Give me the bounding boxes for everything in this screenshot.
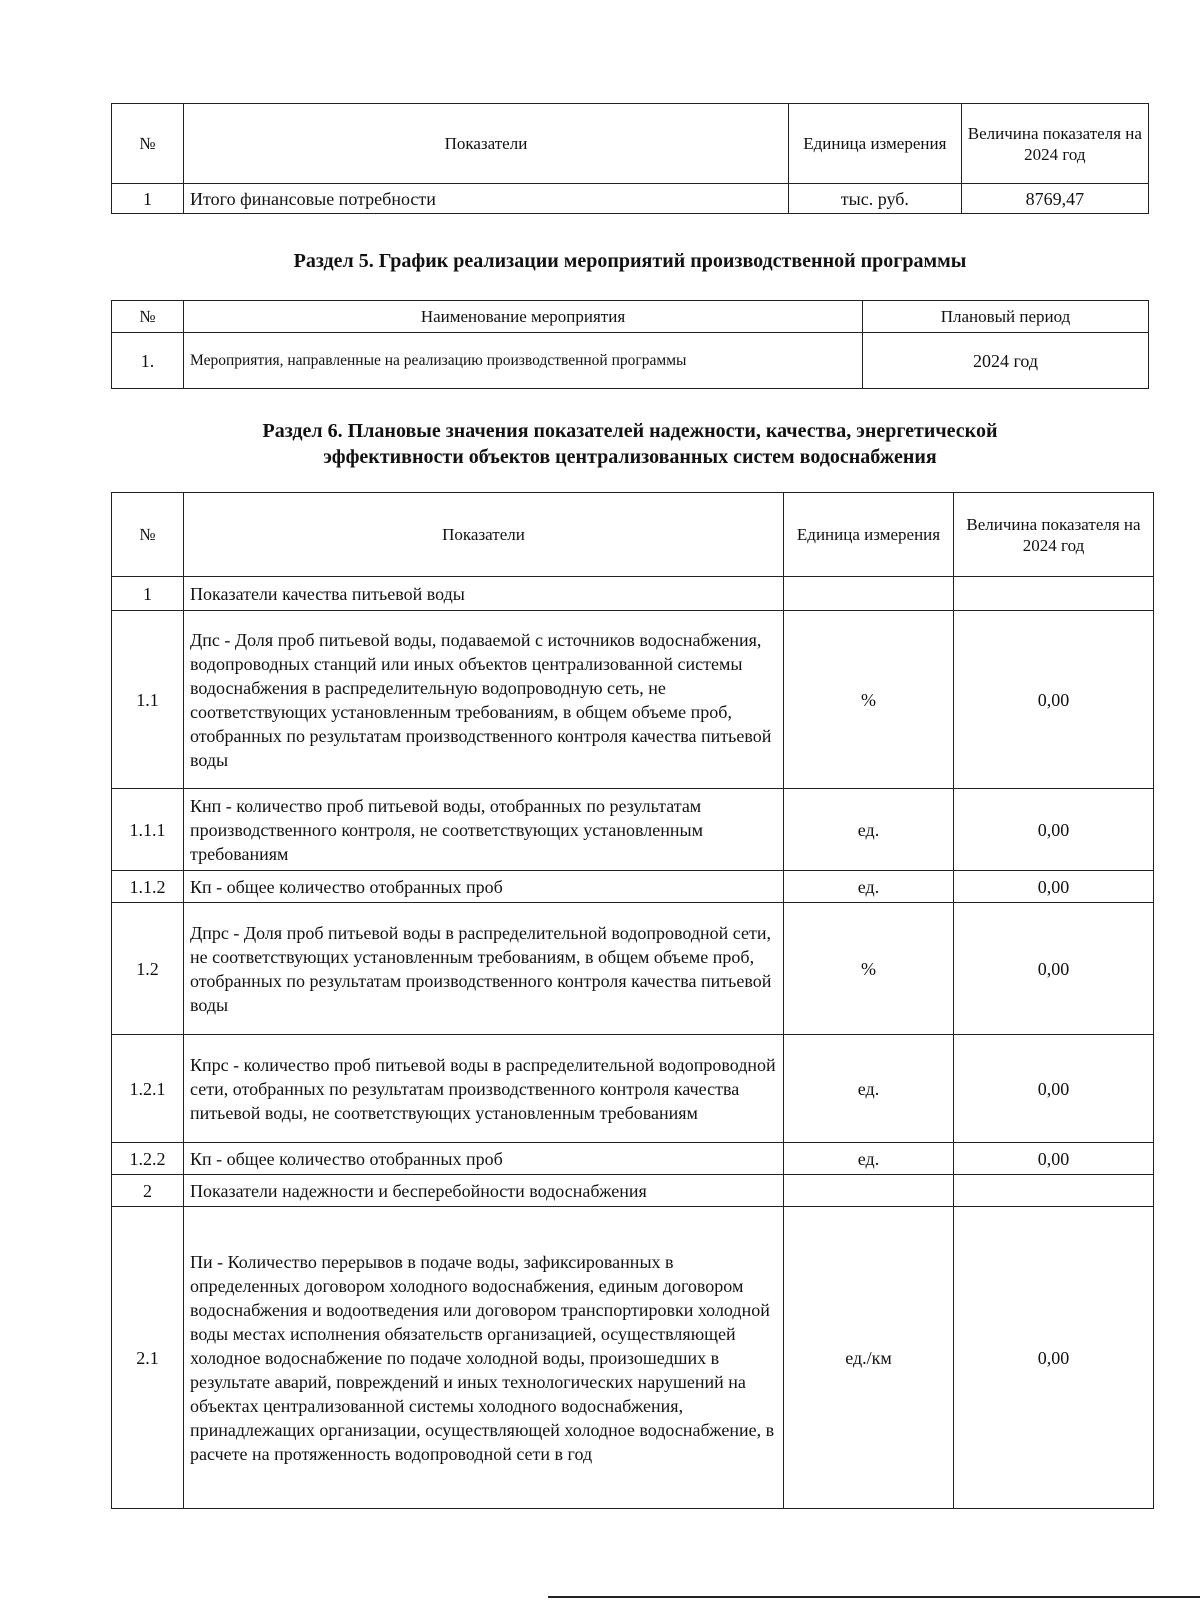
header-num: № — [112, 104, 184, 184]
header-unit: Единица измерения — [784, 493, 954, 577]
financial-needs-table — [111, 103, 1149, 214]
header-indicator: Показатели — [184, 104, 789, 184]
section6-title-line1: Раздел 6. Плановые значения показателей надежности, качества, энергетической — [262, 420, 998, 442]
table-row: 1.2 Дпрс - Доля проб питьевой воды в распределительной водопроводной сети, не соответствующих установленным требованиям, в общем объеме проб, отобранных по результатам производственного контроля качества питьевой воды % 0,00 — [112, 903, 1154, 1035]
header-num: № — [112, 493, 184, 577]
table-row: 2.1 Пи - Количество перерывов в подаче воды, зафиксированных в определенных договором холодного водоснабжения, единым договором водоснабжения и водоотведения или договором транспортировки холодной воды местах исполнения обязательств организацией, осуществляющей холодное водоснабжение по подаче холодной воды, произошедших в результате аварий, повреждений и иных технологических нарушений на объектах централизованной системы холодного водоснабжения, принадлежащих организации, осуществляющей холодное водоснабжение, в расчете на протяженность водопроводной сети в год ед./км 0,00 — [112, 1207, 1154, 1509]
table-row: 1.1.2 Кп - общее количество отобранных проб ед. 0,00 — [112, 871, 1154, 903]
indicators-table — [111, 492, 1154, 1509]
table-row: 1.2.2 Кп - общее количество отобранных проб ед. 0,00 — [112, 1143, 1154, 1175]
schedule-table — [111, 300, 1149, 389]
header-unit: Единица измерения — [788, 104, 961, 184]
table-row: 1. Мероприятия, направленные на реализацию производственной программы 2024 год — [112, 333, 1149, 389]
table-row: 2 Показатели надежности и бесперебойности водоснабжения — [112, 1175, 1154, 1207]
header-num: № — [112, 301, 184, 333]
page-bottom-rule — [548, 1596, 1200, 1598]
header-planned-period: Плановый период — [862, 301, 1148, 333]
header-event-name: Наименование мероприятия — [184, 301, 863, 333]
header-indicator: Показатели — [184, 493, 784, 577]
section6-title-line2: эффективности объектов централизованных систем водоснабжения — [323, 446, 937, 468]
header-value: Величина показателя на 2024 год — [954, 493, 1154, 577]
header-value: Величина показателя на 2024 год — [961, 104, 1148, 184]
table-row: 1 Показатели качества питьевой воды — [112, 577, 1154, 611]
table-row: 1.1 Дпс - Доля проб питьевой воды, подаваемой с источников водоснабжения, водопроводных станций или иных объектов централизованной системы водоснабжения в распределительную водопроводную сеть, не соответствующих установленным требованиям, в общем объеме проб, отобранных по результатам производственного контроля качества питьевой воды % 0,00 — [112, 611, 1154, 789]
table-row: 1.1.1 Кнп - количество проб питьевой воды, отобранных по результатам производственного контроля, не соответствующих установленным требованиям ед. 0,00 — [112, 789, 1154, 871]
section5-title: Раздел 5. График реализации мероприятий производственной программы — [293, 250, 967, 272]
table-row: 1.2.1 Кпрс - количество проб питьевой воды в распределительной водопроводной сети, отобранных по результатам производственного контроля качества питьевой воды, не соответствующих установленным требованиям ед. 0,00 — [112, 1035, 1154, 1143]
table-row: 1 Итого финансовые потребности тыс. руб. 8769,47 — [112, 184, 1149, 214]
